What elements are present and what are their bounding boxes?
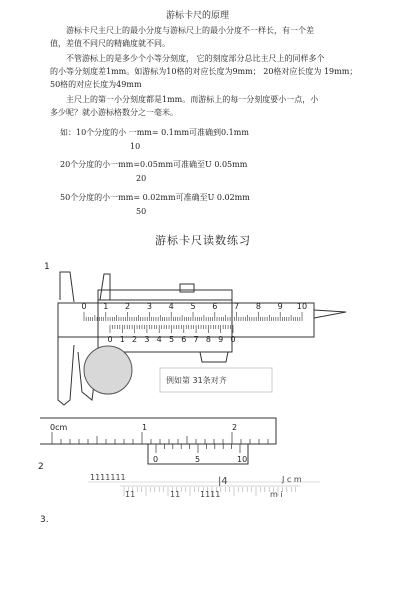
fig3-fragment-3: 1111	[200, 490, 221, 499]
fig3-fragment-4: |4	[218, 476, 228, 487]
vernier-scale-label: 7	[193, 335, 199, 344]
main-scale-label: 7	[234, 302, 240, 311]
fig2-main-scale-frame	[40, 418, 276, 444]
vernier-scale-label: 3	[144, 335, 150, 344]
fig3-fragment-1: 11	[125, 490, 136, 499]
alignment-caption: 例如第 31条对齐	[166, 376, 227, 385]
main-scale-label: 2	[125, 302, 131, 311]
para2-line2: 的小等分刻度差1mm。如游标为10格的对应长度为9mm； 20格对应长度为 19mm；	[50, 67, 358, 76]
caliper-fixed-upper-jaw	[60, 272, 74, 302]
main-scale-label: 4	[168, 302, 174, 311]
main-scale-label: 3	[146, 302, 152, 311]
para2-line3: 50格的对应长度为49mm	[50, 80, 142, 89]
fig2-vernier-scale-ticks	[153, 444, 247, 464]
question-3-number: 3.	[40, 515, 49, 525]
fig2-vernier-label: 0	[153, 455, 159, 464]
para1-line2: 值，差值不同尺的精确度就不同。	[50, 39, 170, 48]
para1-line1: 游标卡尺主尺上的最小分度与游标尺上的最小分度不一样长，有一个差	[66, 26, 314, 35]
fig3-fragment-6: m i	[270, 490, 283, 499]
main-scale-label: 8	[255, 302, 261, 311]
example-20-denominator: 20	[136, 174, 147, 183]
vernier-scale-label: 4	[156, 335, 162, 344]
caliper-depth-rod	[314, 310, 346, 318]
fig2-main-scale-ticks	[50, 423, 268, 444]
vernier-scale-label: 0	[230, 335, 236, 344]
fig2-main-label: 0cm	[50, 423, 68, 432]
para2-line1: 不管游标上的是多少个小等分刻度， 它的刻度部分总比主尺上的同样多个	[66, 54, 325, 63]
example-50-denominator: 50	[136, 207, 147, 216]
main-scale-label: 9	[277, 302, 283, 311]
fig3-fragment-5: J c m	[282, 475, 302, 484]
vernier-scale-label: 0	[107, 335, 113, 344]
caliper-main-scale	[81, 302, 307, 321]
caliper-lock-screw	[180, 284, 194, 292]
caliper-slider-upper-jaw	[100, 274, 110, 300]
fig2-main-label: 1	[142, 423, 148, 432]
example-50-text: 50个分度的小一mm= 0.02mm可准确至U 0.02mm	[60, 193, 250, 202]
vernier-diagram-3	[88, 473, 320, 499]
caliper-slider-top	[98, 290, 232, 300]
example-20-text: 20个分度的小一mm=0.05mm可准确至U 0.05mm	[60, 160, 248, 169]
main-scale-label: 0	[81, 302, 87, 311]
main-scale-label: 10	[296, 302, 308, 311]
caliper-vernier-scale	[107, 325, 235, 344]
fig3-fragment-2: 11	[170, 490, 181, 499]
doc-title: 游标卡尺的原理	[166, 11, 230, 21]
caliper-fixed-lower-jaw	[58, 336, 74, 405]
fig2-vernier-label: 10	[237, 455, 248, 464]
question-2-number: 2	[38, 462, 44, 472]
example-10-denominator: 10	[130, 142, 141, 151]
question-1-number: 1	[44, 262, 50, 272]
vernier-scale-label: 5	[168, 335, 175, 344]
measured-ball	[84, 346, 132, 394]
vernier-scale-label: 2	[132, 335, 138, 344]
vernier-scale-label: 8	[205, 335, 211, 344]
fig2-main-label: 2	[232, 423, 238, 432]
para3-line2: 多少呢？就小游标格数分之一毫米。	[50, 108, 178, 117]
vernier-diagram-2	[40, 418, 276, 464]
fig2-vernier-label: 5	[195, 455, 201, 464]
main-scale-label: 6	[212, 302, 218, 311]
main-scale-label: 1	[103, 302, 109, 311]
vernier-scale-label: 9	[218, 335, 224, 344]
caliper-thumb-roll	[200, 352, 228, 362]
practice-title: 游标卡尺读数练习	[155, 234, 251, 247]
main-scale-label: 5	[190, 302, 196, 311]
vernier-scale-label: 1	[119, 335, 125, 344]
fig3-fragment-0: 1111111	[90, 473, 126, 482]
vernier-scale-label: 6	[181, 335, 187, 344]
para3-line1: 主尺上的第一小分刻度都是1mm。而游标上的每一分刻度要小一点，小	[66, 95, 319, 104]
example-10-text: 如：10个分度的小 一mm= 0.1mm可准确到0.1mm	[60, 128, 249, 137]
